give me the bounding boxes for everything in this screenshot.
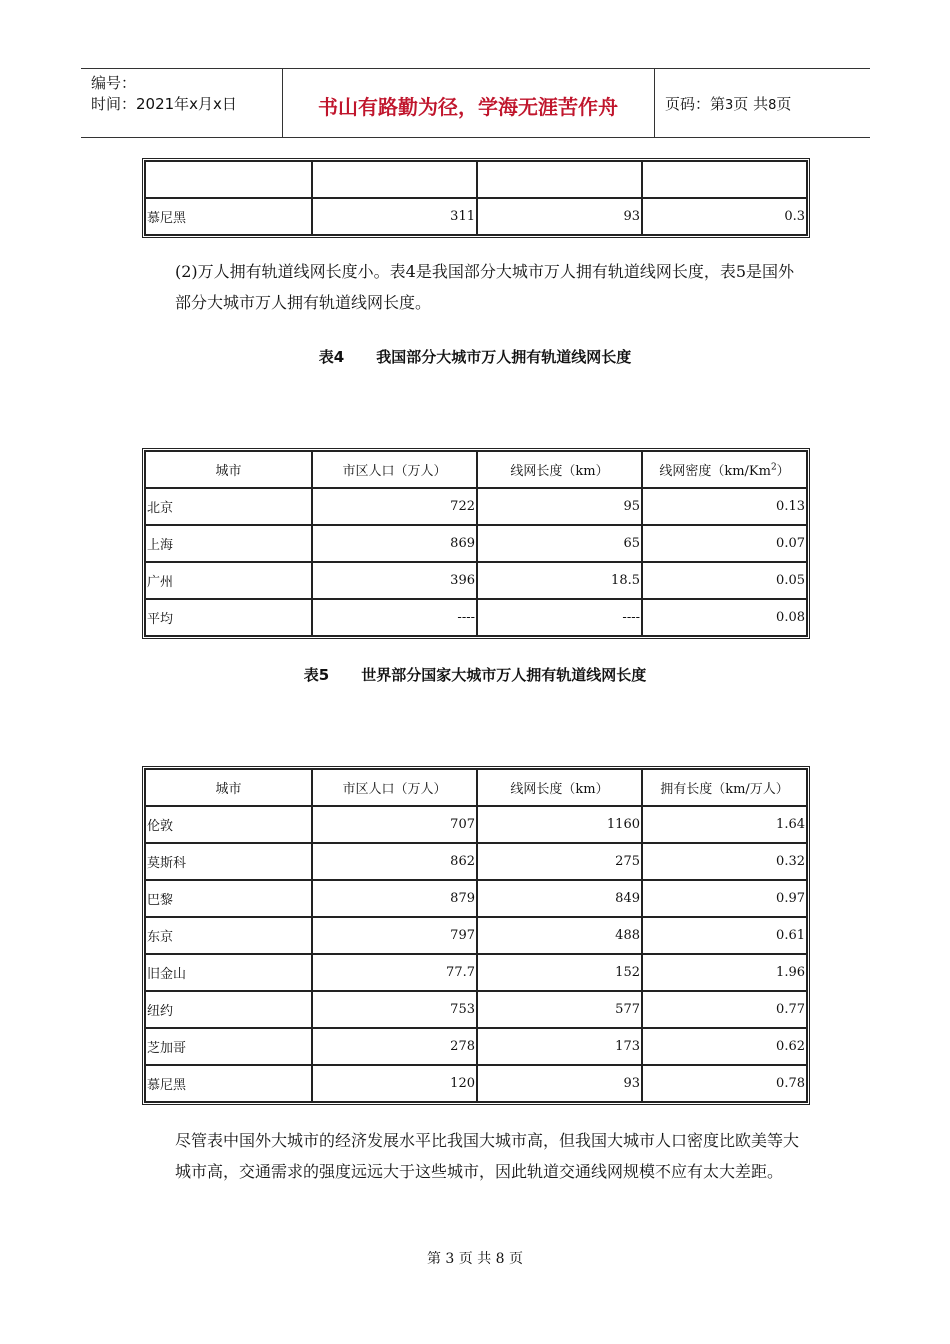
header-meta <box>91 73 237 115</box>
table4 <box>142 448 810 639</box>
table-row: 平均 ---- ---- 0.08 <box>145 599 807 636</box>
header-page-total: 8 <box>768 98 777 113</box>
document-number-label: 编号： <box>91 74 137 92</box>
document-date: 时间：2021年x月x日 <box>91 95 237 113</box>
table-row: 广州 396 18.5 0.05 <box>145 562 807 599</box>
table-header-row: 城市 市区人口（万人） 线网长度（km） 线网密度（km/Km$^2$） <box>145 451 807 488</box>
table-row: 东京 797 488 0.61 <box>145 917 807 954</box>
table5 <box>142 766 810 1105</box>
header-divider <box>654 69 655 137</box>
table-row: 巴黎 879 849 0.97 <box>145 880 807 917</box>
table-row: 旧金山 77.7 152 1.96 <box>145 954 807 991</box>
table5-caption: 表5 世界部分国家大城市万人拥有轨道线网长度 <box>303 666 647 684</box>
table-row <box>145 161 807 198</box>
table-row: 慕尼黑 120 93 0.78 <box>145 1065 807 1102</box>
footer-page-total: 8 <box>495 1251 505 1267</box>
footer-page-current: 3 <box>445 1251 455 1267</box>
header-page-indicator: 页码：第3页 共8页 <box>665 95 792 113</box>
page-footer: 第 3 页 共 8 页 <box>426 1251 524 1267</box>
body-paragraph: (2)万人拥有轨道线网长度小。表4是我国部分大城市万人拥有轨道线网长度，表5是国外部分大城市万人拥有轨道线网长度。 <box>175 262 795 312</box>
table-row: 北京 722 95 0.13 <box>145 488 807 525</box>
table-row: 伦敦 707 1160 1.64 <box>145 806 807 843</box>
header-page-current: 3 <box>725 98 734 113</box>
body-paragraph: 尽管表中国外大城市的经济发展水平比我国大城市高，但我国大城市人口密度比欧美等大城市高，交通需求的强度远远大于这些城市，因此轨道交通线网规模不应有太大差距。 <box>175 1131 800 1181</box>
table-row: 莫斯科 862 275 0.32 <box>145 843 807 880</box>
table-row: 芝加哥 278 173 0.62 <box>145 1028 807 1065</box>
table-header-row: 城市 市区人口（万人） 线网长度（km） 拥有长度（km/万人） <box>145 769 807 806</box>
continuation-table <box>142 158 810 238</box>
page-header <box>81 68 870 138</box>
header-motto: 书山有路勤为径，学海无涯苦作舟 <box>318 95 618 119</box>
table-row: 上海 869 65 0.07 <box>145 525 807 562</box>
table-row: 慕尼黑 311 93 0.3 <box>145 198 807 235</box>
table4-caption: 表4 我国部分大城市万人拥有轨道线网长度 <box>318 348 632 366</box>
table-row: 纽约 753 577 0.77 <box>145 991 807 1028</box>
